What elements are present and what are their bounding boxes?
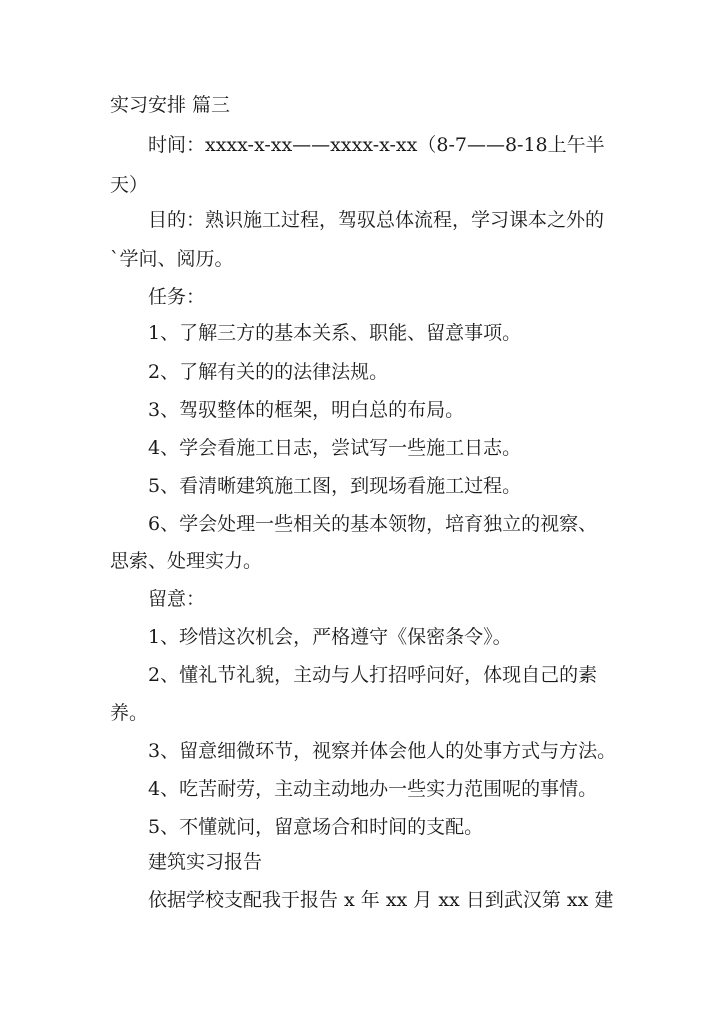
purpose-line-continued: `学问、阅历。 — [110, 248, 234, 270]
task-item: 6、学会处理一些相关的基本领物，培育独立的视察、 — [148, 513, 598, 535]
purpose-line: 目的：熟识施工过程，驾驭总体流程，学习课本之外的 — [148, 209, 605, 231]
task-item: 3、驾驭整体的框架，明白总的布局。 — [148, 399, 465, 421]
time-line-continued: 天） — [110, 174, 149, 196]
task-item: 5、看清晰建筑施工图，到现场看施工过程。 — [148, 475, 522, 497]
time-line: 时间：xxxx-x-xx——xxxx-x-xx（8-7——8-18上午半 — [148, 134, 605, 156]
task-item: 2、了解有关的的法律法规。 — [148, 361, 389, 383]
report-heading: 建筑实习报告 — [148, 851, 263, 873]
task-item: 4、学会看施工日志，尝试写一些施工日志。 — [148, 437, 522, 459]
note-item: 4、吃苦耐劳，主动主动地办一些实力范围呢的事情。 — [148, 778, 598, 800]
tasks-heading: 任务： — [148, 286, 206, 308]
note-item: 1、珍惜这次机会，严格遵守《保密条令》。 — [148, 626, 512, 648]
note-item: 5、不懂就问，留意场合和时间的支配。 — [148, 816, 484, 838]
note-item-continued: 养。 — [110, 702, 149, 724]
note-item: 3、留意细微环节，视察并体会他人的处事方式与方法。 — [148, 740, 617, 762]
section-title: 实习安排 篇三 — [110, 94, 231, 116]
report-paragraph: 依据学校支配我于报告 x 年 xx 月 xx 日到武汉第 xx 建 — [148, 889, 614, 911]
note-item: 2、懂礼节礼貌，主动与人打招呼问好，体现自己的素 — [148, 664, 598, 686]
notes-heading: 留意： — [148, 588, 206, 610]
task-item-continued: 思索、处理实力。 — [110, 550, 263, 572]
task-item: 1、了解三方的基本关系、职能、留意事项。 — [148, 322, 522, 344]
